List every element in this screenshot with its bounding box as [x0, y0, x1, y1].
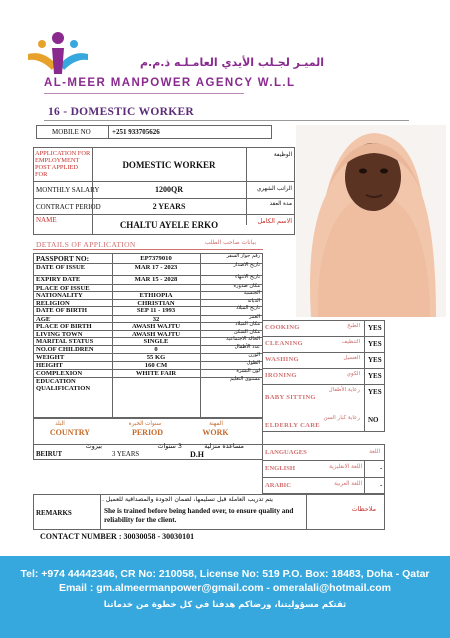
divider — [100, 494, 101, 530]
detail-label-ar: مكان صدوره — [233, 283, 260, 289]
detail-value: AWASH WAJTU — [131, 331, 181, 338]
skill-value: YES — [368, 324, 382, 332]
exp-period: PERIOD — [131, 428, 164, 437]
detail-value: CHRISTIAN — [137, 300, 175, 307]
exp-row-work: D.H — [190, 450, 204, 459]
language-label: ARABIC — [265, 482, 292, 489]
exp-period-ar: سنوات الخبرة — [128, 421, 162, 427]
details-header-ar: بيانات صاحب الطلب — [204, 239, 256, 246]
footer-slogan-arabic: ثقتكم مسؤوليتنا، ورضاكم هدفنا في كل خطوة من خدماتنا — [103, 600, 347, 610]
language-label: ENGLISH — [265, 465, 296, 472]
detail-label: NATIONALITY — [36, 292, 83, 299]
skill-value: YES — [368, 388, 382, 396]
divider — [364, 460, 365, 494]
language-label-ar: اللغة الانقليزية — [329, 464, 362, 470]
details-header: DETAILS OF APPLICATION — [36, 240, 136, 249]
divider — [33, 198, 295, 199]
skill-label-ar: رعاية الأطفال — [328, 387, 360, 393]
language-value: - — [380, 464, 383, 472]
exp-work: WORK — [202, 428, 229, 437]
name-value: CHALTU AYELE ERKO — [119, 220, 219, 230]
detail-value: MAR 17 - 2023 — [134, 264, 178, 271]
agency-logo — [18, 30, 98, 78]
detail-label-ar: الطول — [246, 360, 260, 366]
brand-name-arabic: الميـر لجـلب الأيدي العامـلـه ذ.م.م — [140, 56, 325, 69]
exp-row-period-ar: 3 سنوات — [157, 442, 182, 450]
page-title: 16 - DOMESTIC WORKER — [48, 106, 195, 118]
detail-label: HEIGHT — [36, 362, 63, 369]
remarks-text-en: She is trained before being handed over, to ensure quality and reliability for the client. — [104, 507, 294, 525]
skill-label-ar: الطبخ — [347, 323, 360, 329]
skill-label-ar: رعاية كبار السن — [323, 415, 360, 421]
exp-row-work-ar: مساعدة منزلية — [204, 442, 244, 450]
detail-label-ar: تاريخ الاصدار — [233, 262, 260, 268]
detail-label-ar: لون البشرة — [236, 368, 260, 374]
detail-label: EDUCATION QUALIFICATION — [36, 378, 91, 393]
skill-label-ar: التنظيف — [341, 339, 360, 345]
skill-label: IRONING — [265, 372, 297, 379]
detail-label-ar: الحالة الاجتماعية — [226, 336, 260, 342]
exp-country-ar: البلد — [55, 421, 65, 427]
detail-label-ar: الوزن — [248, 352, 260, 358]
divider — [200, 253, 201, 418]
detail-value: ETHIOPIA — [139, 292, 173, 299]
name-label: NAME — [36, 216, 57, 224]
detail-label: AGE — [36, 316, 51, 323]
divider — [306, 494, 307, 530]
exp-country: COUNTRY — [49, 428, 91, 437]
skill-label: CLEANING — [265, 340, 303, 347]
skill-label: ELDERLY CARE — [265, 422, 320, 429]
languages-label-ar: اللغة — [369, 449, 380, 455]
detail-label: NO.OF CHILDREN — [36, 346, 94, 353]
exp-work-ar: المهنة — [209, 421, 223, 427]
divider — [33, 249, 263, 250]
footer-email: Email : gm.almeermanpower@gmail.com - omeralali@hotmail.com — [58, 582, 392, 594]
title-divider — [44, 120, 409, 121]
detail-label: PLACE OF BIRTH — [36, 323, 92, 330]
detail-value: 55 KG — [146, 354, 166, 361]
exp-row-period: 3 YEARS — [112, 451, 140, 458]
detail-label-ar: الجنسية — [243, 290, 260, 296]
detail-label-ar: تاريخ الانتهاء — [235, 274, 260, 280]
divider — [262, 336, 385, 337]
brand-underline — [44, 93, 244, 94]
divider — [33, 181, 295, 182]
detail-label-ar: مكان السكن — [233, 329, 260, 335]
application-label: APPLICATION FOR EMPLOYMENT POST APPLIED FOR — [35, 150, 91, 179]
detail-value: SEP 11 - 1993 — [136, 307, 176, 314]
salary-label-ar: الراتب الشهري — [256, 186, 292, 192]
languages-label: LANGUAGES — [265, 449, 307, 456]
exp-row-country: BEIRUT — [36, 451, 63, 458]
skill-label: COOKING — [265, 324, 300, 331]
exp-row-country-ar: بيروت — [85, 442, 102, 450]
divider — [262, 368, 385, 369]
salary-label: MONTHLY SALARY — [36, 186, 100, 194]
detail-label: PASSPORT NO: — [36, 254, 90, 263]
skill-value: YES — [368, 340, 382, 348]
detail-value: MAR 15 - 2028 — [134, 276, 178, 283]
detail-label: COMPLEXION — [36, 370, 83, 377]
remarks-label-ar: ملاحظات — [351, 505, 376, 513]
detail-label: WEIGHT — [36, 354, 65, 361]
skill-label-ar: الكوي — [346, 371, 360, 377]
skill-value: NO — [368, 416, 379, 424]
detail-label: LIVING TOWN — [36, 331, 83, 338]
detail-value: 160 CM — [144, 362, 168, 369]
skill-value: YES — [368, 372, 382, 380]
skill-label-ar: الغسيل — [343, 355, 360, 361]
skill-value: YES — [368, 356, 382, 364]
detail-label: RELIGION — [36, 300, 70, 307]
footer-band — [0, 556, 450, 638]
footer-phone-address: Tel: +974 44442346, CR No: 210058, License No: 519 P.O. Box: 18483, Doha - Qatar — [20, 568, 430, 580]
remarks-text-ar: يتم تدريب العاملة قبل تسليمها، لضمان الجودة والمصداقية للعميل . — [102, 496, 274, 503]
detail-value: SINGLE — [143, 338, 169, 345]
contract-label-ar: مدة العقد — [269, 201, 292, 207]
detail-value: 0 — [154, 346, 158, 353]
detail-value: AWASH WAJTU — [131, 323, 181, 330]
name-label-ar: الاسم الكامل — [257, 217, 292, 225]
detail-label-ar: العمر — [249, 314, 260, 320]
divider — [33, 214, 295, 215]
contract-label: CONTRACT PERIOD — [36, 203, 101, 211]
language-label-ar: اللغة العربية — [334, 481, 362, 487]
detail-value: 32 — [152, 316, 160, 323]
mobile-label: MOBILE NO — [52, 128, 91, 136]
detail-label: MARITAL STATUS — [36, 338, 94, 345]
contract-value: 2 YEARS — [152, 202, 186, 211]
detail-value: WHITE FAIR — [135, 370, 177, 377]
application-label-ar: الوظيفة — [273, 152, 292, 158]
detail-value: EP7379010 — [140, 255, 172, 262]
detail-label-ar: تاريخ الميلاد — [235, 305, 260, 311]
applicant-photo — [296, 125, 446, 317]
contact-number: CONTACT NUMBER : 30030058 - 30030101 — [40, 532, 195, 541]
detail-label-ar: مستوى التعليم — [229, 376, 260, 382]
mobile-value: +251 933705626 — [112, 128, 160, 136]
detail-label: DATE OF ISSUE — [36, 264, 86, 271]
detail-label: PLACE OF ISSUE — [36, 285, 90, 292]
brand-name-english: AL-MEER MANPOWER AGENCY W.L.L — [44, 77, 296, 89]
divider — [262, 460, 385, 461]
skill-label: WASHING — [265, 356, 299, 363]
detail-label-ar: رقم جواز السفر — [226, 253, 260, 259]
detail-label-ar: مكان الميلاد — [235, 321, 260, 327]
divider — [262, 352, 385, 353]
remarks-label: REMARKS — [36, 509, 72, 517]
application-value: DOMESTIC WORKER — [122, 160, 216, 170]
detail-label: EXPIRY DATE — [36, 276, 81, 283]
divider — [262, 477, 385, 478]
skill-label: BABY SITTING — [265, 394, 316, 401]
divider — [108, 125, 109, 139]
divider — [262, 384, 385, 385]
detail-label: DATE OF BIRTH — [36, 307, 88, 314]
detail-label-ar: عدد الأطفال — [234, 344, 260, 350]
language-value: - — [380, 481, 383, 489]
salary-value: 1200QR — [155, 185, 183, 194]
detail-label-ar: الديانة — [247, 298, 260, 304]
